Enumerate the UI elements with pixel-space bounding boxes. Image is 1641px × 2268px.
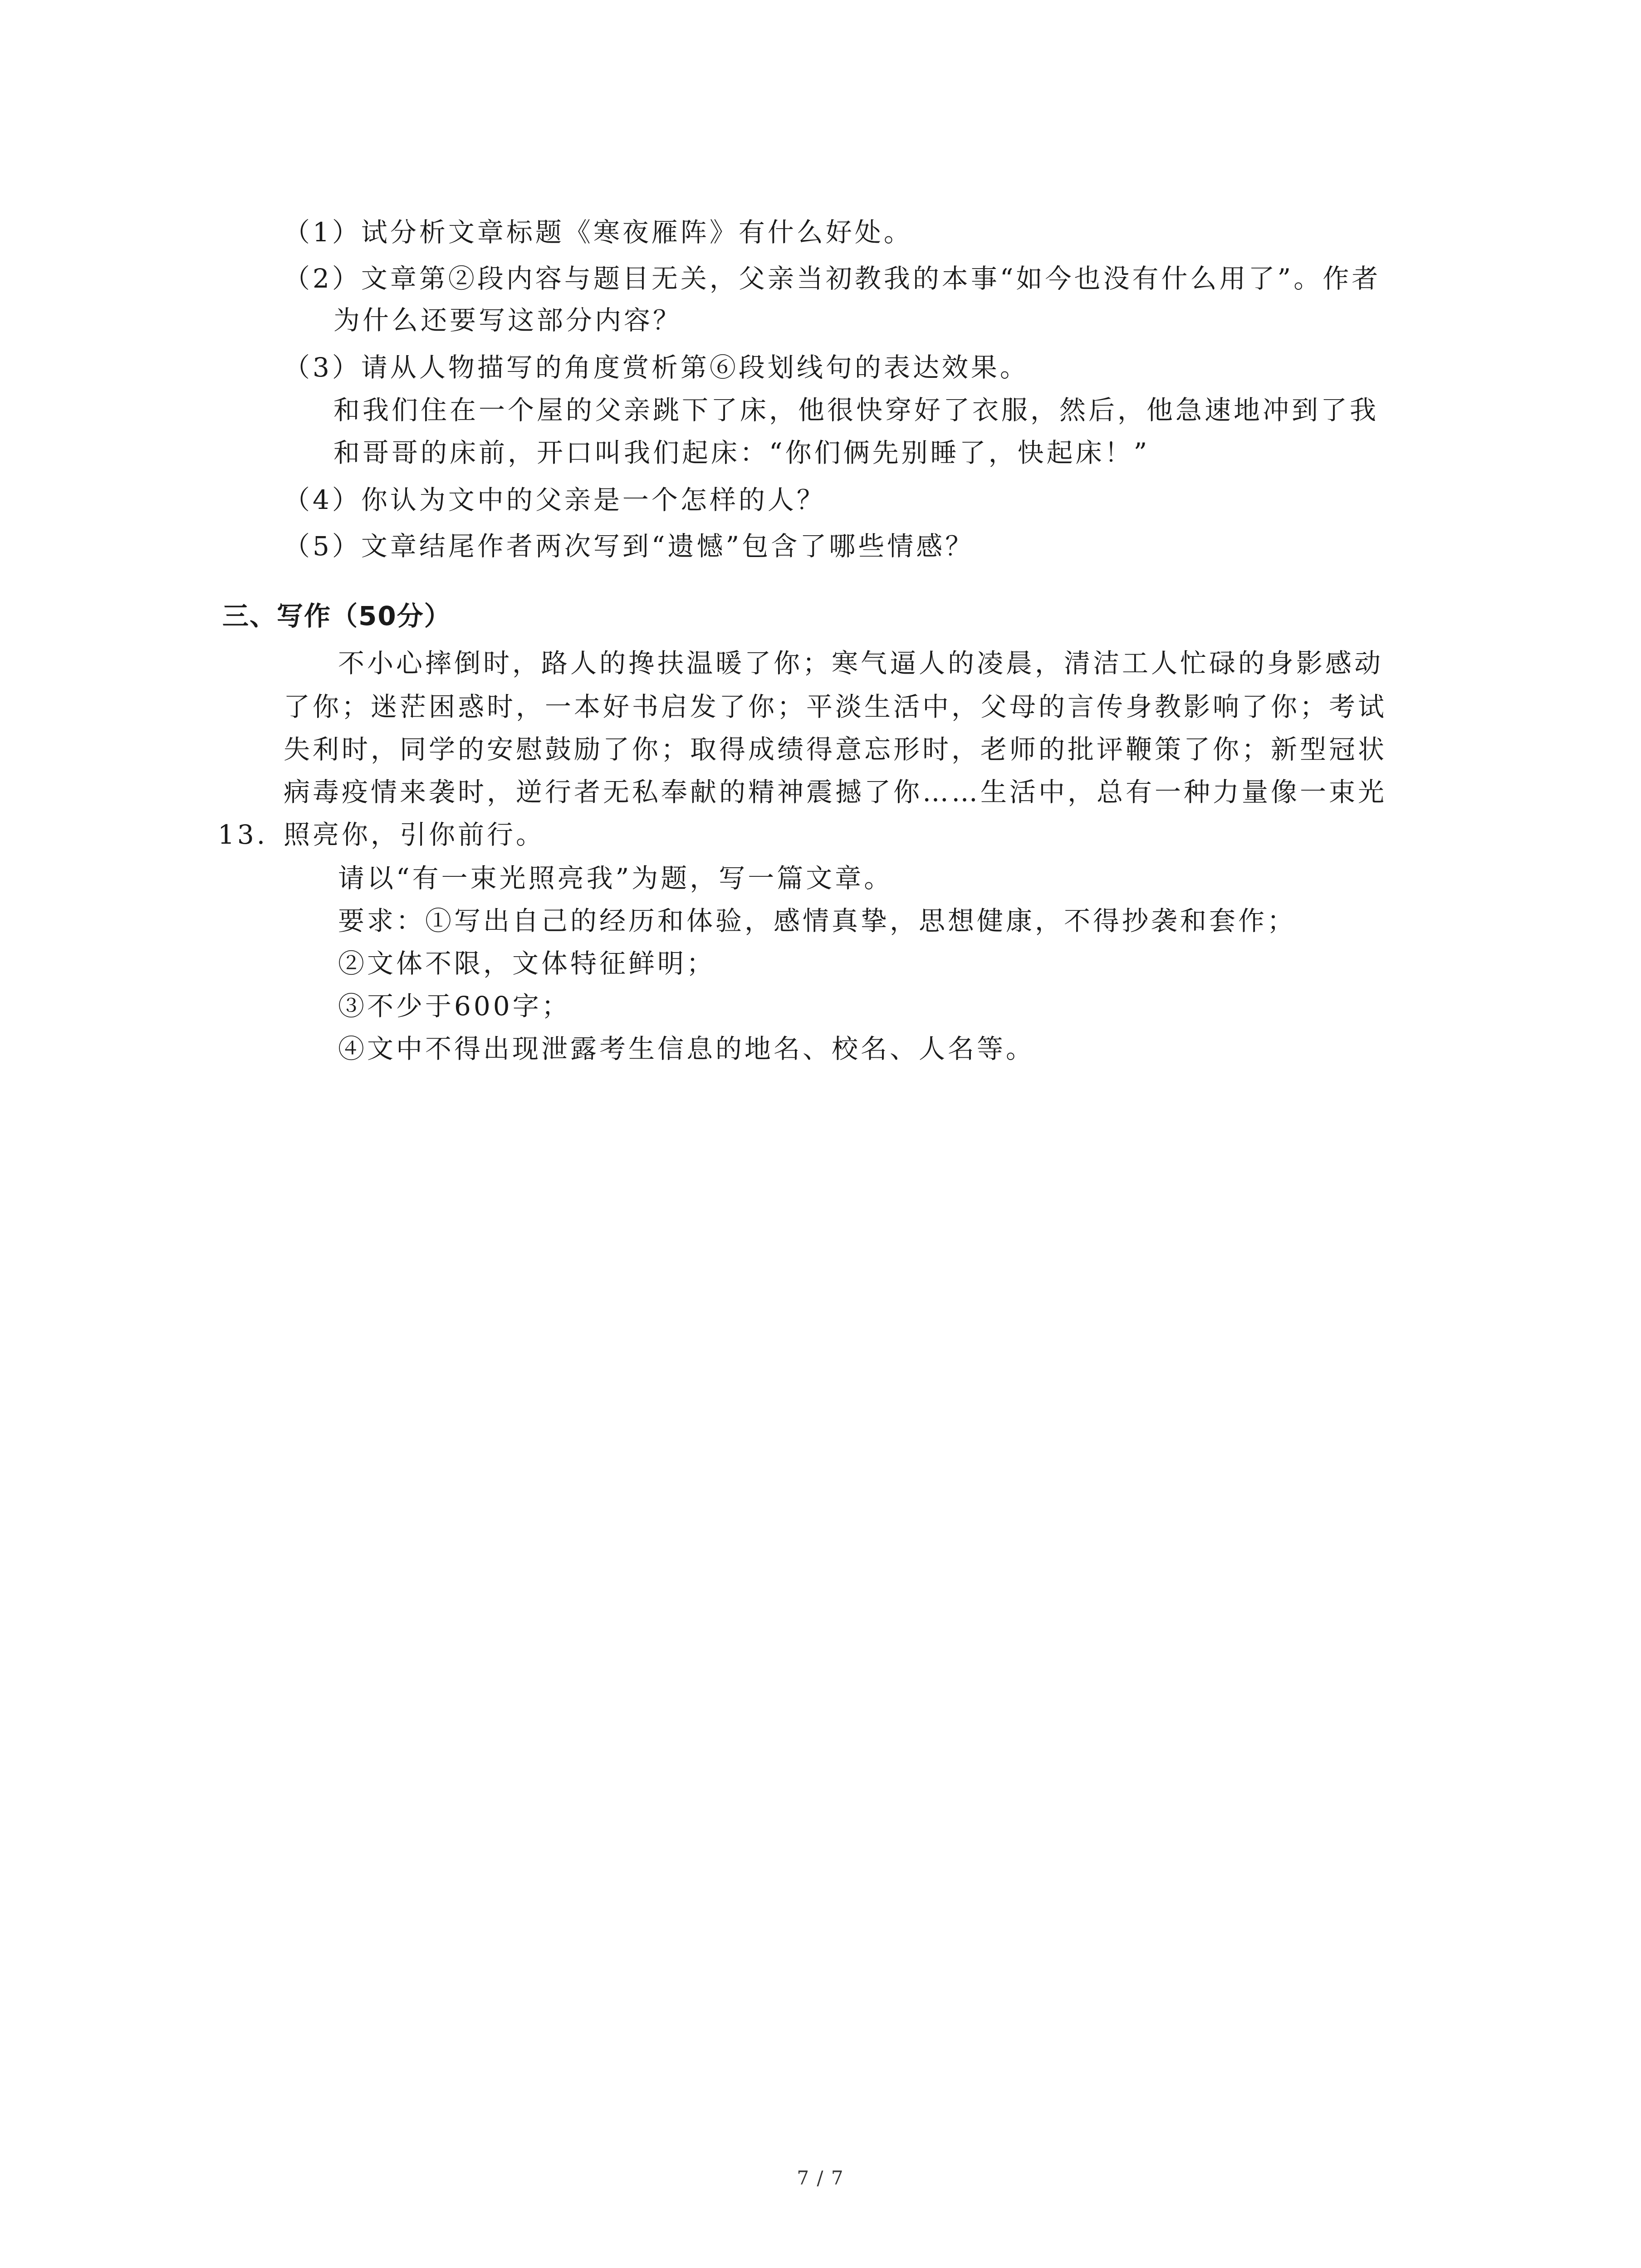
question-3-quote-line-1: 和我们住在一个屋的父亲跳下了床，他很快穿好了衣服，然后，他急速地冲到了我 bbox=[333, 395, 1379, 425]
page-number: 7 / 7 bbox=[797, 2167, 844, 2189]
requirement-2: ②文体不限，文体特征鲜明； bbox=[338, 948, 716, 979]
question-1: （1）试分析文章标题《寒夜雁阵》有什么好处。 bbox=[284, 217, 913, 248]
requirement-3: ③不少于600字； bbox=[338, 991, 571, 1022]
question-4: （4）你认为文中的父亲是一个怎样的人？ bbox=[284, 484, 826, 515]
prompt-line-1: 不小心摔倒时，路人的搀扶温暖了你；寒气逼人的凌晨，清洁工人忙碌的身影感动 bbox=[338, 648, 1384, 679]
question-2-line-2: 为什么还要写这部分内容？ bbox=[333, 305, 682, 336]
question-number-13: 13. bbox=[218, 819, 268, 850]
prompt-line-4: 病毒疫情来袭时，逆行者无私奉献的精神震撼了你……生活中，总有一种力量像一束光 bbox=[284, 777, 1387, 807]
writing-task: 请以“有一束光照亮我”为题，写一篇文章。 bbox=[338, 863, 893, 894]
prompt-line-5: 照亮你，引你前行。 bbox=[284, 819, 545, 850]
prompt-line-3: 失利时，同学的安慰鼓励了你；取得成绩得意忘形时，老师的批评鞭策了你；新型冠状 bbox=[284, 734, 1387, 765]
question-3: （3）请从人物描写的角度赏析第⑥段划线句的表达效果。 bbox=[284, 352, 1029, 383]
question-2-line-1: （2）文章第②段内容与题目无关，父亲当初教我的本事“如今也没有什么用了”。作者 bbox=[284, 263, 1381, 294]
section-heading-writing: 三、写作（50分） bbox=[222, 601, 451, 631]
prompt-line-2: 了你；迷茫困惑时，一本好书启发了你；平淡生活中，父母的言传身教影响了你；考试 bbox=[284, 691, 1387, 722]
question-5: （5）文章结尾作者两次写到“遗憾”包含了哪些情感？ bbox=[284, 531, 975, 562]
question-3-quote-line-2: 和哥哥的床前，开口叫我们起床：“你们俩先别睡了，快起床！” bbox=[333, 437, 1150, 468]
requirement-1: 要求：①写出自己的经历和体验，感情真挚，思想健康，不得抄袭和套作； bbox=[338, 905, 1297, 936]
requirement-4: ④文中不得出现泄露考生信息的地名、校名、人名等。 bbox=[338, 1033, 1035, 1064]
